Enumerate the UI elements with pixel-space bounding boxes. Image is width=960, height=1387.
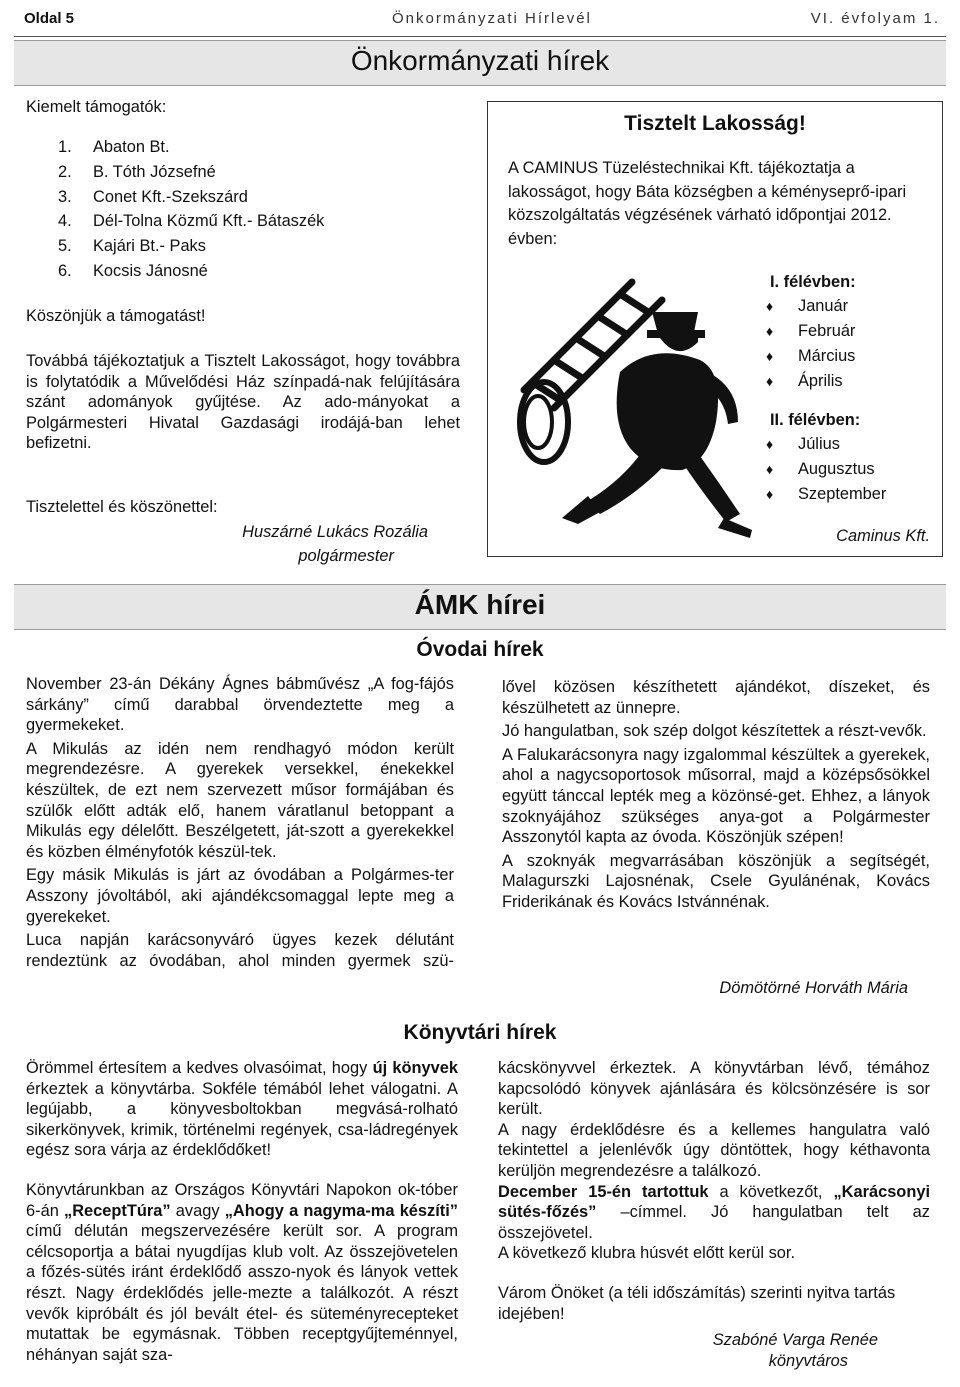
konyvtar-p6: A következő klubra húsvét előtt kerül sor. — [498, 1244, 796, 1263]
p5-bold-2: „Karácsonyi sütés-főzés” — [498, 1182, 931, 1222]
supporter-number: 5. — [58, 237, 72, 256]
ovoda-paragraph: A szoknyák megvarrásában köszönjük a segítségét, Malagurszki Lajosnénak, Csele Gyulánénak, Kovács Friderikának és Kovács Istvánnénak. — [502, 851, 930, 911]
month-item — [758, 482, 938, 507]
p2-text-2: avagy — [170, 1201, 225, 1220]
newsletter-name: Önkormányzati Hírlevél — [392, 10, 592, 27]
konyvtar-signer-title: könyvtáros — [768, 1351, 848, 1370]
supporters-heading: Kiemelt támogatók: — [26, 98, 167, 116]
supporter-number: 4. — [58, 212, 72, 231]
month-name: Január — [798, 297, 849, 315]
diamond-bullet-icon: ♦ — [766, 486, 774, 502]
diamond-bullet-icon: ♦ — [766, 373, 774, 389]
supporter-number: 3. — [58, 187, 72, 206]
supporter-name: Conet Kft.-Szekszárd — [93, 187, 248, 206]
supporter-number: 1. — [58, 138, 72, 156]
notice-title: Tisztelt Lakosság! — [624, 112, 806, 135]
ovoda-signature: Dömötörné Horváth Mária — [719, 979, 908, 997]
notice-signature: Caminus Kft. — [836, 527, 930, 545]
thanks-text: Köszönjük a támogatást! — [26, 307, 206, 325]
signer-title: polgármester — [298, 547, 394, 565]
half2-months — [758, 432, 938, 507]
page-number: Oldal 5 — [24, 10, 75, 27]
month-name: Március — [798, 347, 856, 365]
half2-label: II. félévben: — [770, 411, 861, 429]
p1-bold: új könyvek — [372, 1059, 458, 1077]
konyvtar-signer-name: Szabóné Varga Renée — [712, 1331, 878, 1350]
supporter-item — [58, 209, 458, 234]
diamond-bullet-icon: ♦ — [766, 461, 774, 477]
ovoda-paragraph: November 23-án Dékány Ágnes bábművész „A fog-fájós sárkány” című darabbal örvendeztette meg a gyermekeket. — [26, 675, 454, 735]
konyvtar-p5 — [498, 1182, 930, 1244]
page-header — [24, 10, 940, 32]
month-name: Július — [798, 435, 840, 453]
diamond-bullet-icon: ♦ — [766, 436, 774, 452]
konyvtar-p4: A nagy érdeklődésre és a kellemes hangulatra való tekintettel a jelenlévők úgy döntöttek, hogy kéthavonta kerüljön megrendezésre a találkozó. — [498, 1120, 930, 1180]
p5-bold-1: December 15-én tartottuk — [498, 1182, 709, 1201]
konyvtar-left-column — [26, 1058, 458, 1365]
p1-text: Örömmel értesítem a kedves olvasóimat, hogy — [26, 1059, 373, 1077]
diamond-bullet-icon: ♦ — [766, 298, 774, 314]
ovoda-paragraph: A Falukarácsonyra nagy izgalommal készültek a gyerekek, ahol a nagycsoportosok műsorral, majd a középsősökkel együtt tánccal lepték meg a közönsé-get. Ehhez, a lányok szoknyájához szükséges anya-got a Polgármester Asszonytól kapta az óvoda. Köszönjük szépen! — [502, 745, 930, 847]
ovoda-paragraph: A Mikulás az idén nem rendhagyó módon került megrendezésre. A gyerekek versekkel, énekekkel készültek, de ezt nem szervezett műsor formájában és szülők előtt adták elő, hanem váratlanul betoppant a Mikulás egy délelőtt. Beszélgetett, ját-szott a gyerekekkel és közben élményfotók készül-tek. — [26, 739, 454, 861]
konyvtar-p1 — [26, 1058, 458, 1161]
supporter-name: Kocsis Jánosné — [93, 261, 208, 280]
supporters-section — [26, 95, 466, 119]
supporter-item — [58, 135, 458, 160]
p2-bold-2: „Ahogy a nagyma-ma készíti” — [224, 1201, 458, 1220]
ovoda-paragraph: Luca napján karácsonyváró ügyes kezek délutánt rendeztünk az óvodában, ahol minden gyermek szü- — [26, 931, 454, 970]
supporter-name: Dél-Tolna Közmű Kft.- Bátaszék — [93, 212, 325, 231]
header-divider — [14, 36, 946, 37]
month-name: Szeptember — [798, 485, 887, 503]
half1-label: I. félévben: — [770, 273, 856, 291]
konyvtar-p7: Várom Önöket (a téli időszámítás) szerinti nyitva tartás idejében! — [498, 1283, 896, 1323]
month-name: Február — [798, 322, 856, 340]
month-item — [758, 344, 938, 369]
p5-text: a következőt, — [708, 1182, 834, 1201]
konyvtar-right-column — [498, 1058, 930, 1371]
month-name: Április — [798, 372, 843, 390]
p2-text-rest: című délután megszervezésére került sor. A program célcsoportja a bátai nyugdíjas klub volt. Az összejövetelen a főzés-sütés iránt érdeklődő asszo-nyok és lányok vettek részt. Nagy érdeklődés jelle-mezte a találkozót. A részt vevők kipróbált és jól bevált étel- és süteményrecepteket mutattak be egymásnak. Többen receptgyűjteménnyel, néhányan saját sza- — [26, 1222, 458, 1364]
ovoda-paragraph: Egy másik Mikulás is járt az óvodában a Polgármes-ter Asszony jóvoltából, aki ajándékcsomaggal lepte meg a gyerekeket. — [26, 866, 454, 926]
supporter-name: B. Tóth Józsefné — [93, 162, 216, 181]
ovoda-heading: Óvodai hírek — [416, 638, 544, 661]
supporter-item — [58, 234, 458, 259]
supporter-item — [58, 160, 458, 185]
konyvtar-p2 — [26, 1180, 458, 1365]
month-item — [758, 294, 938, 319]
schedule — [758, 270, 938, 507]
supporters-list — [58, 135, 458, 284]
volume-label: VI. évfolyam 1. — [810, 10, 940, 27]
month-item — [758, 432, 938, 457]
ovoda-paragraph: lővel közösen készíthetett ajándékot, díszeket, és készülhetett az ünnepre. — [502, 678, 930, 717]
section-bar-onkormanyzat — [14, 40, 946, 86]
supporter-name: Kajári Bt.- Paks — [93, 237, 206, 256]
ovoda-right-column — [502, 677, 930, 916]
supporter-item — [58, 259, 458, 284]
p2-text: Könyvtárunkban az Országos Könyvtári Napokon ok-tóber 6-án — [26, 1180, 458, 1220]
supporter-number: 2. — [58, 162, 72, 181]
chimney-notice-box — [487, 101, 943, 557]
diamond-bullet-icon: ♦ — [766, 348, 774, 364]
notice-text: A CAMINUS Tüzeléstechnikai Kft. tájékoztatja a lakosságot, hogy Báta községben a kéményseprő-ipari közszolgáltatás végzésének várható időpontjai 2012. évben: — [508, 159, 907, 248]
konyvtar-heading: Könyvtári hírek — [403, 1021, 557, 1044]
p5-text-rest: –címmel. Jó hangulatban telt az összejövetel. — [498, 1203, 930, 1242]
chimney-sweep-icon — [502, 272, 752, 542]
section-bar-amk — [14, 584, 946, 630]
amk-title: ÁMK hírei — [414, 589, 546, 620]
half1-months — [758, 294, 938, 394]
fundraising-paragraph: Továbbá tájékoztatjuk a Tisztelt Lakosságot, hogy továbbra is folytatódik a Művelődési Ház színpadá-nak felújítására szánt adományok gyűjtése. Az ado-mányokat a Polgármesteri Hivatal Gazdasági irodájá-ban lehet befizetni. — [26, 352, 460, 453]
month-name: Augusztus — [798, 460, 875, 478]
konyvtar-p3: kácskönyvvel érkeztek. A könyvtárban lévő, témához kapcsolódó könyvek ajánlására és kölcsönzésére is sor került. — [498, 1059, 930, 1119]
month-item — [758, 319, 938, 344]
section-title: Önkormányzati hírek — [350, 45, 610, 76]
signer-name: Huszárné Lukács Rozália — [242, 523, 428, 541]
ovoda-left-column — [26, 674, 454, 974]
supporter-name: Abaton Bt. — [93, 138, 170, 156]
p2-bold-1: „ReceptTúra” — [64, 1201, 171, 1220]
month-item — [758, 457, 938, 482]
p1-text-rest: érkeztek a könyvtárba. Sokféle témából lehet válogatni. A legújabb, a könyvesboltokban megvásá-rolható sikerkönyvek, krimik, történelmi regények, csa-ládregények egész sora várja az érdeklődőket! — [26, 1079, 458, 1160]
supporter-item — [58, 185, 458, 210]
month-item — [758, 369, 938, 394]
diamond-bullet-icon: ♦ — [766, 323, 774, 339]
ovoda-paragraph: Jó hangulatban, sok szép dolgot készítettek a részt-vevők. — [502, 722, 927, 741]
supporter-number: 6. — [58, 261, 72, 280]
closing-text: Tisztelettel és köszönettel: — [26, 498, 218, 516]
